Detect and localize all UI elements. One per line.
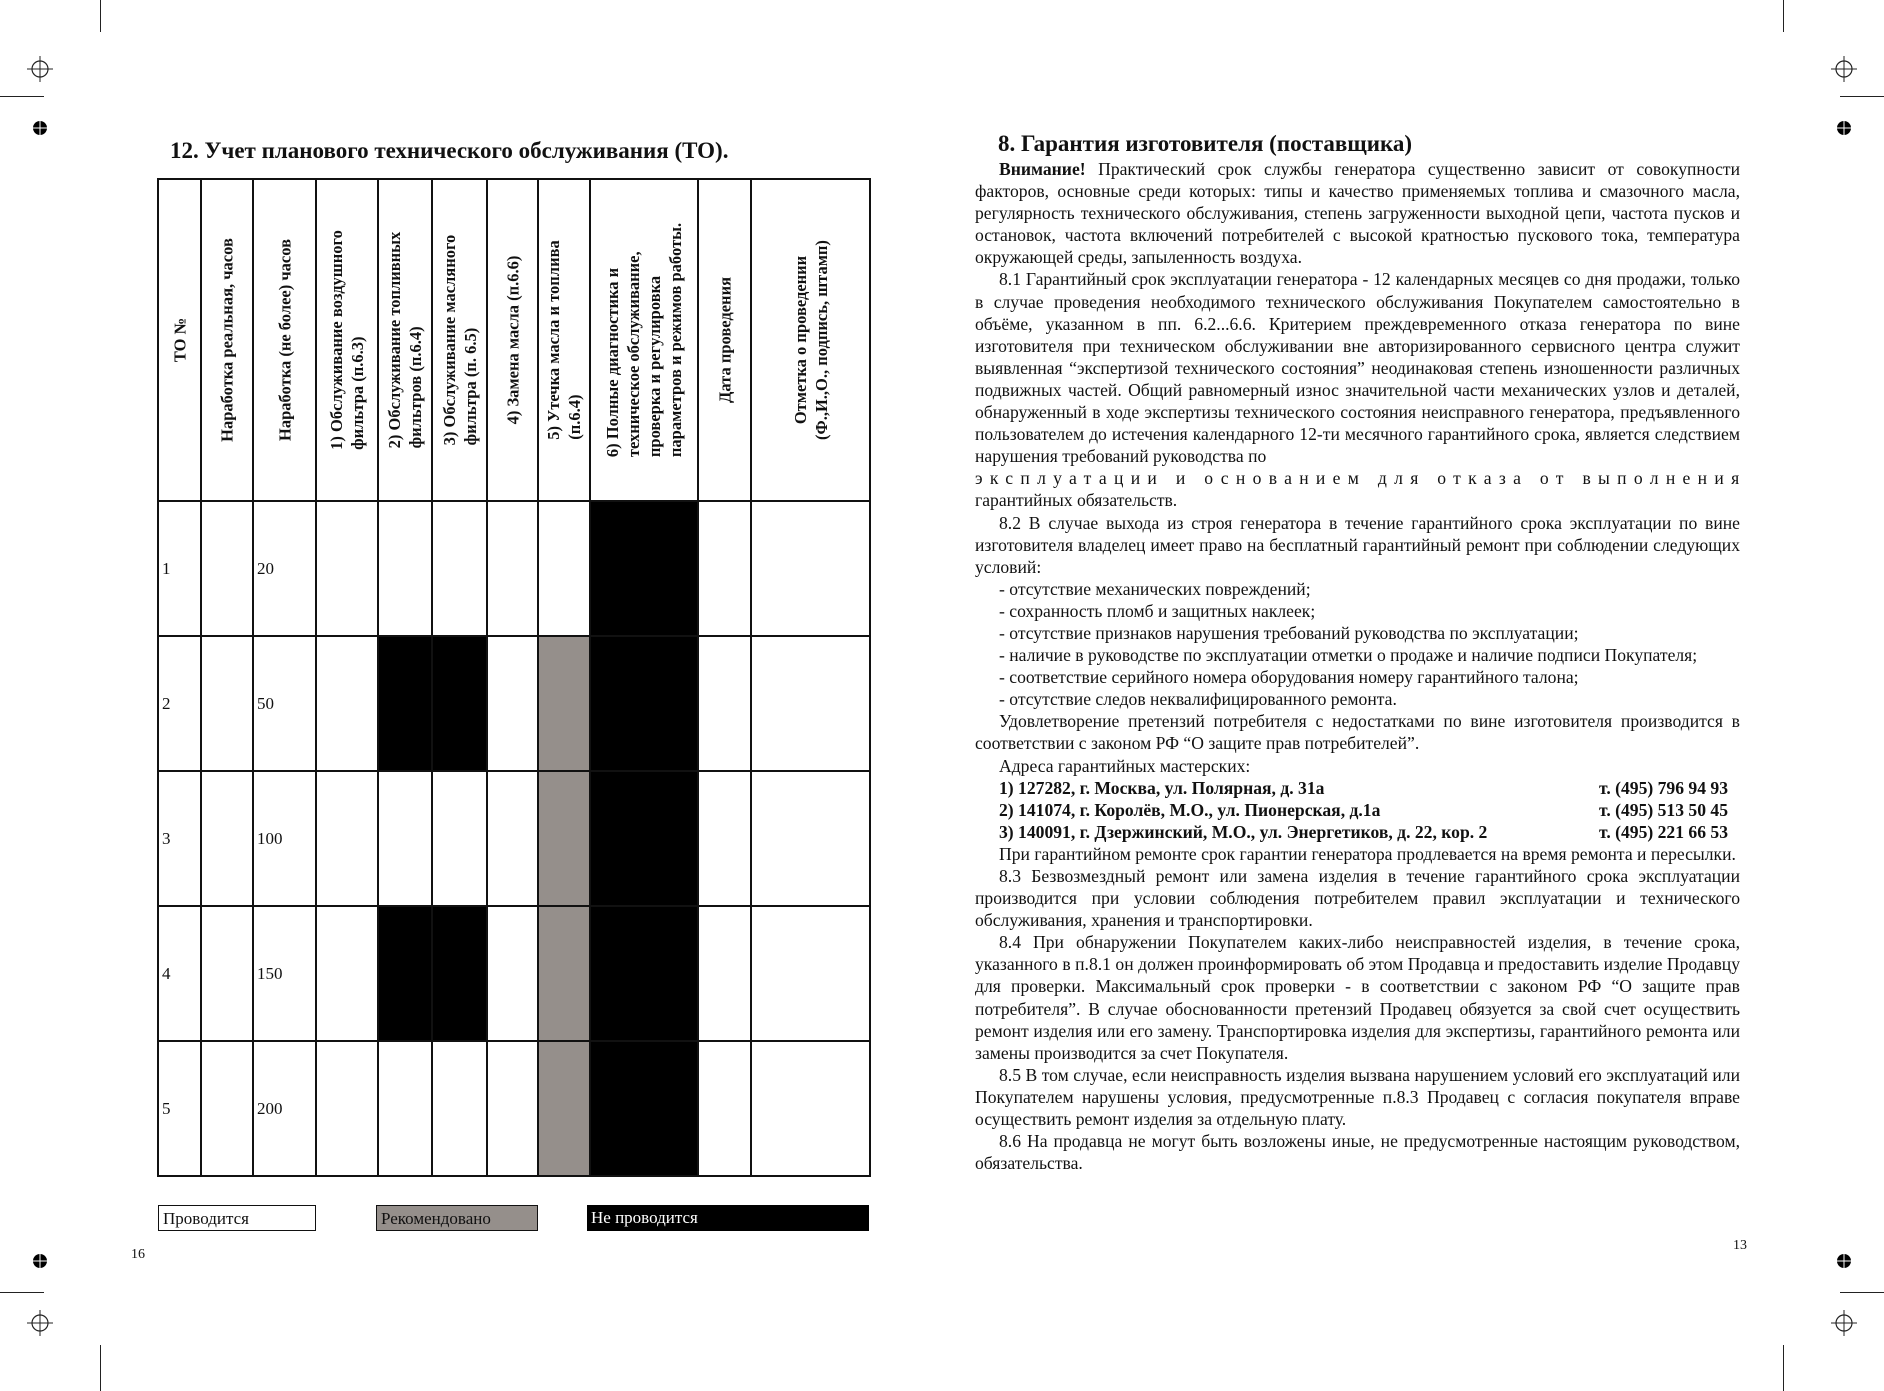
address-line: 1) 127282, г. Москва, ул. Полярная, д. 31а т. (495) 796 94 93	[999, 777, 1728, 798]
registration-mark-icon	[1831, 1310, 1857, 1336]
real-hours-cell[interactable]	[201, 906, 253, 1041]
registration-dot-icon	[32, 120, 48, 136]
header-row	[158, 179, 870, 501]
header-oil-change: 4) Замена масла (п.6.6)	[487, 179, 538, 501]
condition-item: - отсутствие следов неквалифицированного ремонта.	[999, 689, 1397, 710]
section-title: 8. Гарантия изготовителя (поставщика)	[998, 131, 1413, 156]
cell-air-filter[interactable]	[316, 906, 378, 1041]
cell-signature[interactable]	[751, 636, 870, 771]
cell-leak[interactable]	[538, 1041, 590, 1176]
cell-fuel-filters	[378, 906, 432, 1041]
registration-dot-icon	[1836, 120, 1852, 136]
clause-8-4: 8.4 При обнаружении Покупателем каких-либо неисправностей изделия, в течение срока, указанного в п.8.1 он должен проинформировать об этом Продавца и предоставить изделие Продавцу для проверки. Максимальный срок проверки - в соответствии с законом РФ “О защите прав потребителя”. В случае обоснованности претензий Продавец обязуется за свой счет осуществить ремонт изделия или его замену. Транспортировка изделия для экспертизы, гарантийного ремонта или замены производится за счет Покупателя.	[975, 932, 1740, 1063]
cell-date[interactable]	[698, 906, 751, 1041]
header-to-number: ТО №	[158, 179, 201, 501]
cell-date[interactable]	[698, 636, 751, 771]
cell-air-filter[interactable]	[316, 636, 378, 771]
clause-8-5: 8.5 В том случае, если неисправность изделия вызвана нарушением условий его эксплуатаций или Покупателем нарушены условия, предусмотренные п.8.3 Продавец с согласия покупателя вправе осуществить ремонт изделия за отдельную плату.	[975, 1064, 1740, 1130]
header-real-hours: Наработка реальная, часов	[201, 179, 253, 501]
cell-signature[interactable]	[751, 906, 870, 1041]
table-row	[158, 771, 870, 906]
warranty-extension: При гарантийном ремонте срок гарантии генератора продлевается на время ремонта и пересылки.	[999, 843, 1736, 864]
page-number-left: 16	[131, 1247, 145, 1262]
to-number: 5	[158, 1041, 201, 1176]
to-number: 1	[158, 501, 201, 636]
warranty-text	[975, 158, 1747, 1174]
clause-8-3: 8.3 Безвозмездный ремонт или замена изделия в течение гарантийного срока эксплуатации производится при условии соблюдения потребителем правил эксплуатации и технического обслуживания, хранения и транспортировки.	[975, 866, 1740, 931]
cell-full-diagnostics	[590, 1041, 698, 1176]
phone-number: т. (495) 221 66 53	[1599, 821, 1728, 842]
table-row	[158, 501, 870, 636]
table-row	[158, 906, 870, 1041]
phone-number: т. (495) 796 94 93	[1599, 777, 1728, 798]
clause-8-1: 8.1 Гарантийный срок эксплуатации генератора - 12 календарных месяцев со дня продажи, только в случае проведения необходимого технического обслуживания Покупателем самостоятельно в объёме, указанном в пп. 6.2...6.6. Критерием преждевременного отказа генератора по вине изготовителя при техническом обслуживании вне авторизированного сервисного центра служит выявленная “экспертизой технического состояния” неодинаковая степень изношенности различных подвижных частей. Общий равномерный износ значительной части механических узлов и деталей, обнаруженный в ходе экспертизы технического состояния неисправного генератора, предъявленного пользователем до истечения календарного 12-ти месячного гарантийного срока, является следствием нарушения требований руководства по	[975, 269, 1740, 467]
cell-fuel-filters[interactable]	[378, 1041, 432, 1176]
cell-air-filter[interactable]	[316, 771, 378, 906]
cell-fuel-filters	[378, 636, 432, 771]
maintenance-table	[157, 178, 871, 1177]
real-hours-cell[interactable]	[201, 501, 253, 636]
crop-mark	[1783, 0, 1784, 32]
clause-8-6: 8.6 На продавца не могут быть возложены иные, не предусмотренные настоящим руководством, обязательства.	[975, 1131, 1740, 1174]
cell-leak[interactable]	[538, 501, 590, 636]
cell-date[interactable]	[698, 1041, 751, 1176]
header-date: Дата проведения	[698, 179, 751, 501]
attention-paragraph: Внимание! Практический срок службы генератора существенно зависит от совокупности факторов, основные среди которых: типы и качество применяемых топлива и смазочного масла, регулярность технического обслуживания, степень загруженности выходной цепи, частота пусков и остановок, частота включений потребителей с высокой кратностью пускового тока, температура окружающей среды, запыленность воздуха.	[975, 159, 1740, 268]
cell-date[interactable]	[698, 501, 751, 636]
to-number: 2	[158, 636, 201, 771]
cell-signature[interactable]	[751, 771, 870, 906]
crop-mark	[1783, 1345, 1784, 1391]
registration-dot-icon	[32, 1253, 48, 1269]
max-hours: 150	[253, 906, 316, 1041]
address-line: 3) 140091, г. Дзержинский, М.О., ул. Энергетиков, д. 22, кор. 2 т. (495) 221 66 53	[999, 821, 1728, 842]
header-leak: 5) Утечка масла и топлива (п.6.4)	[538, 179, 590, 501]
condition-item: - отсутствие признаков нарушения требований руководства по эксплуатации;	[999, 622, 1579, 643]
cell-oil-change[interactable]	[487, 906, 538, 1041]
to-number: 4	[158, 906, 201, 1041]
attention-label: Внимание!	[999, 159, 1086, 179]
legend-recommended: Рекомендовано	[376, 1205, 538, 1231]
crop-mark	[100, 1345, 101, 1391]
cell-full-diagnostics	[590, 636, 698, 771]
cell-leak[interactable]	[538, 771, 590, 906]
condition-item: - соответствие серийного номера оборудования номеру гарантийного талона;	[999, 667, 1579, 688]
cell-leak[interactable]	[538, 906, 590, 1041]
cell-air-filter[interactable]	[316, 1041, 378, 1176]
cell-oil-change[interactable]	[487, 501, 538, 636]
cell-oil-filter[interactable]	[432, 501, 487, 636]
crop-mark	[100, 0, 101, 32]
header-max-hours: Наработка (не более) часов	[253, 179, 316, 501]
header-air-filter: 1) Обслуживание воздушного фильтра (п.6.3)	[316, 179, 378, 501]
crop-mark	[0, 96, 44, 97]
page-number-right: 13	[1733, 1238, 1747, 1253]
max-hours: 50	[253, 636, 316, 771]
condition-item: - отсутствие механических повреждений;	[999, 578, 1311, 599]
crop-mark	[1840, 1292, 1884, 1293]
cell-full-diagnostics	[590, 906, 698, 1041]
max-hours: 100	[253, 771, 316, 906]
cell-fuel-filters[interactable]	[378, 771, 432, 906]
legend-done: Проводится	[158, 1205, 316, 1231]
to-number: 3	[158, 771, 201, 906]
cell-full-diagnostics	[590, 771, 698, 906]
legend-not-done: Не проводится	[587, 1205, 869, 1231]
cell-date[interactable]	[698, 771, 751, 906]
clause-8-1-end: гарантийных обязательств.	[975, 490, 1178, 511]
clause-8-2: 8.2 В случае выхода из строя генератора в течение гарантийного срока эксплуатации по вине изготовителя владелец имеет право на бесплатный гарантийный ремонт при соблюдении следующих условий:	[975, 512, 1740, 577]
clause-8-1-spaced: эксплуатации и основанием для отказа от выполнения	[975, 468, 1747, 489]
cell-air-filter[interactable]	[316, 501, 378, 636]
header-oil-filter: 3) Обслуживание масляного фильтра (п. 6.5)	[432, 179, 487, 501]
real-hours-cell[interactable]	[201, 1041, 253, 1176]
table-row	[158, 636, 870, 771]
real-hours-cell[interactable]	[201, 636, 253, 771]
registration-mark-icon	[1831, 56, 1857, 82]
page-title: 12. Учет планового технического обслуживания (ТО).	[170, 138, 729, 163]
registration-dot-icon	[1836, 1253, 1852, 1269]
registration-mark-icon	[27, 1310, 53, 1336]
phone-number: т. (495) 513 50 45	[1599, 799, 1728, 820]
cell-full-diagnostics	[590, 501, 698, 636]
address-line: 2) 141074, г. Королёв, М.О., ул. Пионерская, д.1а т. (495) 513 50 45	[999, 799, 1728, 820]
max-hours: 20	[253, 501, 316, 636]
header-fuel-filters: 2) Обслуживание топливных фильтров (п.6.4)	[378, 179, 432, 501]
cell-fuel-filters[interactable]	[378, 501, 432, 636]
condition-item: - сохранность пломб и защитных наклеек;	[999, 600, 1316, 621]
claims-paragraph: Удовлетворение претензий потребителя с недостатками по вине изготовителя производится в соответствии с законом РФ “О защите прав потребителей”.	[975, 711, 1740, 754]
header-full-diagnostics: 6) Полные диагностика и техническое обслуживание, проверка и регулировка параметров и режимов работы.	[590, 179, 698, 501]
cell-oil-change[interactable]	[487, 1041, 538, 1176]
max-hours: 200	[253, 1041, 316, 1176]
real-hours-cell[interactable]	[201, 771, 253, 906]
cell-oil-filter[interactable]	[432, 1041, 487, 1176]
addresses-label: Адреса гарантийных мастерских:	[999, 755, 1251, 776]
cell-oil-filter	[432, 636, 487, 771]
cell-oil-change[interactable]	[487, 771, 538, 906]
crop-mark	[0, 1292, 44, 1293]
condition-item: - наличие в руководстве по эксплуатации отметки о продаже и наличие подписи Покупателя;	[999, 645, 1698, 666]
cell-signature[interactable]	[751, 501, 870, 636]
cell-oil-filter	[432, 906, 487, 1041]
cell-leak[interactable]	[538, 636, 590, 771]
cell-signature[interactable]	[751, 1041, 870, 1176]
crop-mark	[1840, 96, 1884, 97]
registration-mark-icon	[27, 56, 53, 82]
header-signature: Отметка о проведении (Ф.,И.,О., подпись, штамп)	[751, 179, 870, 501]
cell-oil-filter[interactable]	[432, 771, 487, 906]
table-row	[158, 1041, 870, 1176]
cell-oil-change[interactable]	[487, 636, 538, 771]
